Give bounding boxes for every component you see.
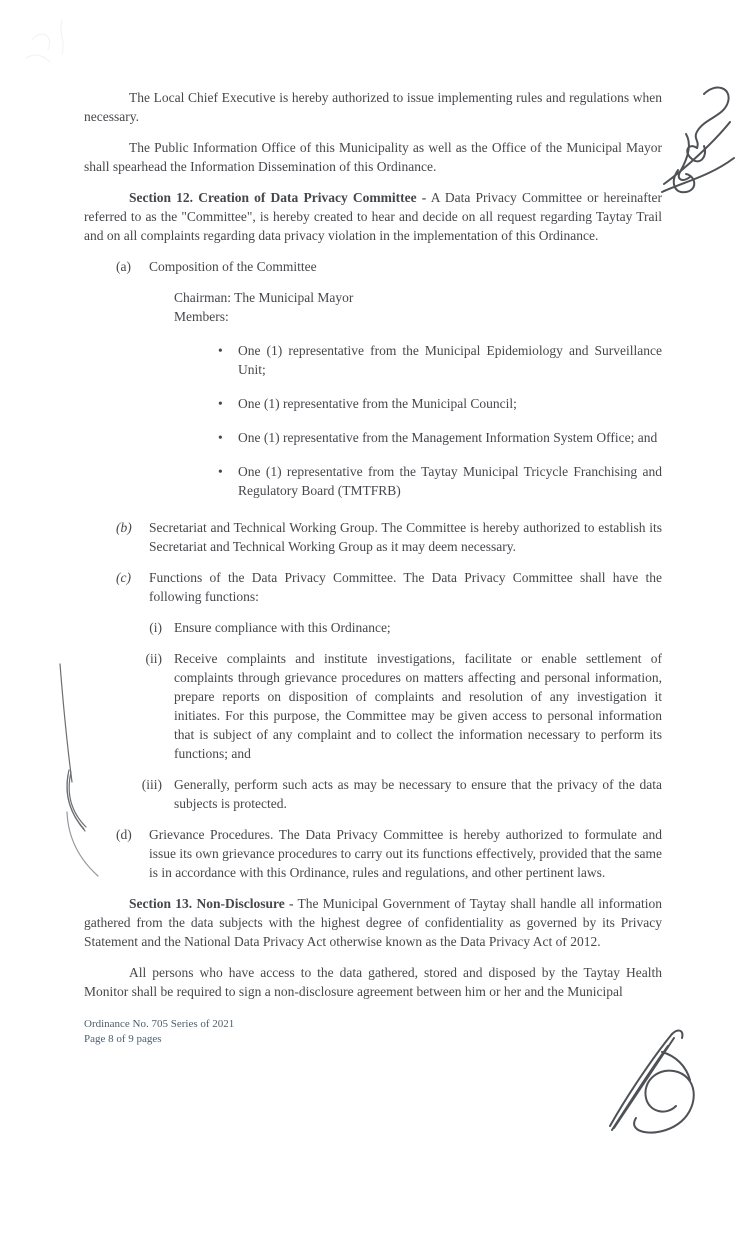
list-item-c-text: Functions of the Data Privacy Committee. The Data Privacy Committee shall have the following functions: xyxy=(149,570,662,604)
page-footer xyxy=(84,1017,662,1047)
list-marker-b: (b) xyxy=(116,520,132,535)
bullet-item xyxy=(84,341,662,379)
list-item-ii-text: Receive complaints and institute investigations, facilitate or enable settlement of complaints through grievance procedures on matters affecting and personal information, prepare reports on disposition of complaints and resolution of any investigation it initiates. For this purpose, the Committee may be given access to personal information that is subject of any complaint and to collect the information necessary to perform its functions; and xyxy=(174,651,662,761)
bullet-glyph: • xyxy=(218,430,223,445)
document-content xyxy=(84,0,662,1047)
list-marker-i: (i) xyxy=(149,620,162,635)
footer-page-number: Page 8 of 9 pages xyxy=(84,1033,162,1045)
list-item-c xyxy=(84,568,662,606)
list-item-iii xyxy=(84,775,662,813)
committee-composition xyxy=(174,288,662,326)
list-item-i xyxy=(84,618,662,637)
list-marker-ii: (ii) xyxy=(145,651,162,666)
section-13-body: The Municipal Government of Taytay shall handle all information gathered from the data subjects with the highest degree of confidentiality as governed by its Privacy Statement and the National Data Privacy Act otherwise known as the Data Privacy Act of 2012. xyxy=(84,896,663,949)
section-12-heading: Section 12. Creation of Data Privacy Committee - xyxy=(129,190,427,205)
list-item-ii xyxy=(84,649,662,763)
bullet-glyph: • xyxy=(218,464,223,479)
paragraph-section-12 xyxy=(84,188,662,245)
list-item-iii-text: Generally, perform such acts as may be necessary to ensure that the privacy of the data subjects is protected. xyxy=(174,777,662,811)
paragraph-section-13 xyxy=(84,894,662,951)
list-item-d xyxy=(84,825,662,882)
chairman-line: Chairman: The Municipal Mayor xyxy=(174,290,354,305)
footer-ordinance-number: Ordinance No. 705 Series of 2021 xyxy=(84,1018,235,1030)
list-item-a-text: Composition of the Committee xyxy=(149,259,317,274)
section-12-body: A Data Privacy Committee or hereinafter referred to as the "Committee", is hereby created to hear and decide on all request regarding Taytay Trail and on all complaints regarding data privacy violation in the implementation of this Ordinance. xyxy=(84,190,662,243)
list-marker-iii: (iii) xyxy=(141,777,162,792)
paragraph-all-persons: All persons who have access to the data gathered, stored and disposed by the Taytay Health Monitor shall be required to sign a non-disclosure agreement between him or her and the Municipal xyxy=(84,965,662,999)
list-item-d-text: Grievance Procedures. The Data Privacy Committee is hereby authorized to formulate and issue its own grievance procedures to carry out its functions effectively, provided that the same is in accordance with this Ordinance, rules and regulations, and other pertinent laws. xyxy=(149,827,662,880)
list-item-b xyxy=(84,518,662,556)
section-13-heading: Section 13. Non-Disclosure - xyxy=(129,896,294,911)
bullet-text-mis-office: One (1) representative from the Management Information System Office; and xyxy=(238,430,658,445)
bullet-item xyxy=(84,394,662,413)
members-line: Members: xyxy=(174,309,229,324)
list-item-i-text: Ensure compliance with this Ordinance; xyxy=(174,620,391,635)
bullet-text-council: One (1) representative from the Municipal Council; xyxy=(238,396,517,411)
paragraph-lce-rules: The Local Chief Executive is hereby authorized to issue implementing rules and regulations when necessary. xyxy=(84,90,662,124)
bullet-item xyxy=(84,428,662,447)
list-item-a xyxy=(84,257,662,276)
bullet-item xyxy=(84,462,662,500)
list-marker-c: (c) xyxy=(116,570,131,585)
faint-smudge-mark xyxy=(20,8,90,68)
bullet-text-tmtfrb: One (1) representative from the Taytay Municipal Tricycle Franchising and Regulatory Board (TMTFRB) xyxy=(238,464,662,498)
bullet-text-epidemiology: One (1) representative from the Municipal Epidemiology and Surveillance Unit; xyxy=(238,343,662,377)
list-marker-d: (d) xyxy=(116,827,132,842)
list-marker-a: (a) xyxy=(116,259,131,274)
paragraph-public-information: The Public Information Office of this Municipality as well as the Office of the Municipal Mayor shall spearhead the Information Dissemination of this Ordinance. xyxy=(84,140,662,174)
bullet-glyph: • xyxy=(218,396,223,411)
list-item-b-text: Secretariat and Technical Working Group. The Committee is hereby authorized to establish its Secretariat and Technical Working Group as it may deem necessary. xyxy=(149,520,662,554)
bullet-glyph: • xyxy=(218,343,223,358)
